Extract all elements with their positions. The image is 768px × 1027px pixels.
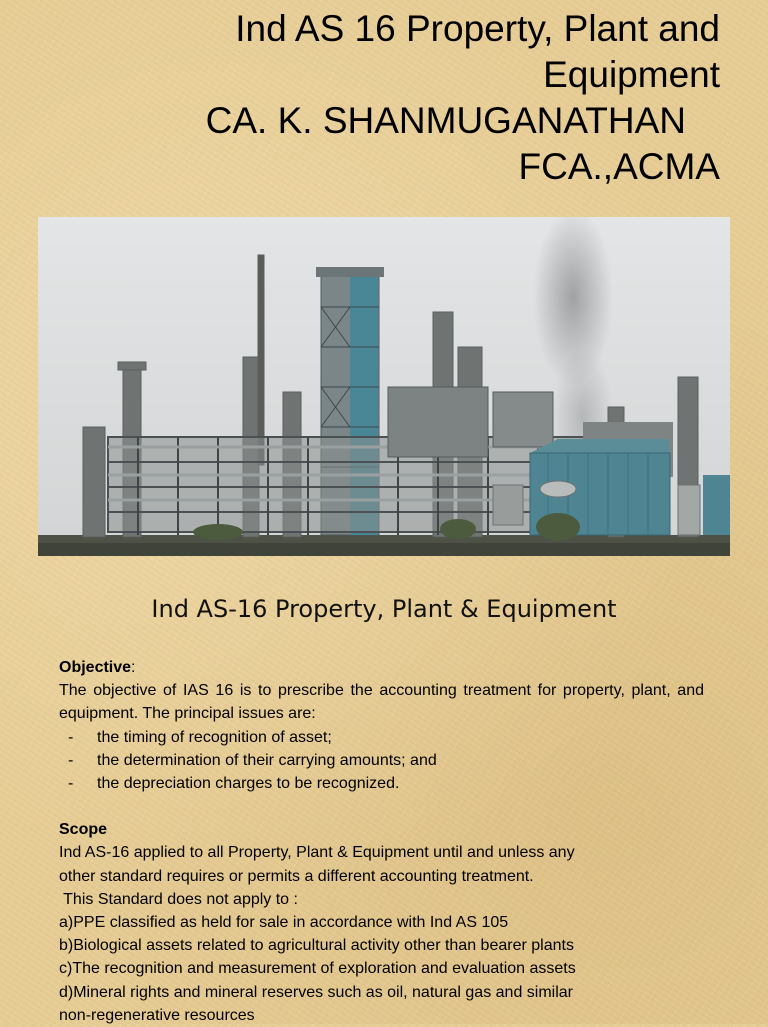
bullet-marker: -: [68, 775, 74, 793]
scope-line: non-regenerative resources: [59, 1006, 255, 1024]
scope-line: a)PPE classified as held for sale in accordance with Ind AS 105: [59, 914, 509, 932]
objective-text: The objective of IAS 16 is to prescribe the accounting treatment for property, plant, and equipment. The principal issues are:: [59, 682, 704, 723]
author-name: CA. K. SHANMUGANATHAN: [205, 100, 686, 141]
bullet-marker: -: [68, 751, 74, 769]
refinery-photo: [38, 217, 730, 556]
scope-line: Ind AS-16 applied to all Property, Plant & Equipment until and unless any: [59, 844, 575, 862]
scope-line: d)Mineral rights and mineral reserves such as oil, natural gas and similar: [59, 983, 573, 1001]
title-line-1: Ind AS 16 Property, Plant and: [235, 8, 720, 49]
scope-heading: Scope: [59, 821, 108, 839]
slide-title: [40, 6, 720, 190]
title-line-2: Equipment: [543, 54, 720, 95]
slide-subtitle: Ind AS-16 Property, Plant & Equipment: [151, 595, 617, 623]
slide-body: [59, 656, 704, 1027]
scope-line: b)Biological assets related to agricultural activity other than bearer plants: [59, 937, 574, 955]
scope-line: This Standard does not apply to :: [59, 890, 298, 908]
objective-heading-colon: :: [131, 659, 136, 676]
list-item-text: the timing of recognition of asset;: [97, 728, 332, 746]
objective-heading-row: [59, 656, 704, 679]
list-item: [59, 772, 704, 795]
scope-line: c)The recognition and measurement of exploration and evaluation assets: [59, 960, 576, 978]
bullet-marker: -: [68, 728, 74, 746]
list-item-text: the depreciation charges to be recognized.: [97, 775, 400, 793]
list-item-text: the determination of their carrying amounts; and: [97, 751, 437, 769]
scope-line: other standard requires or permits a different accounting treatment.: [59, 867, 534, 885]
objective-heading: Objective: [59, 659, 132, 676]
author-credentials: FCA.,ACMA: [518, 146, 720, 187]
objective-bullet-list: [59, 726, 704, 796]
list-item: [59, 749, 704, 772]
list-item: [59, 726, 704, 749]
